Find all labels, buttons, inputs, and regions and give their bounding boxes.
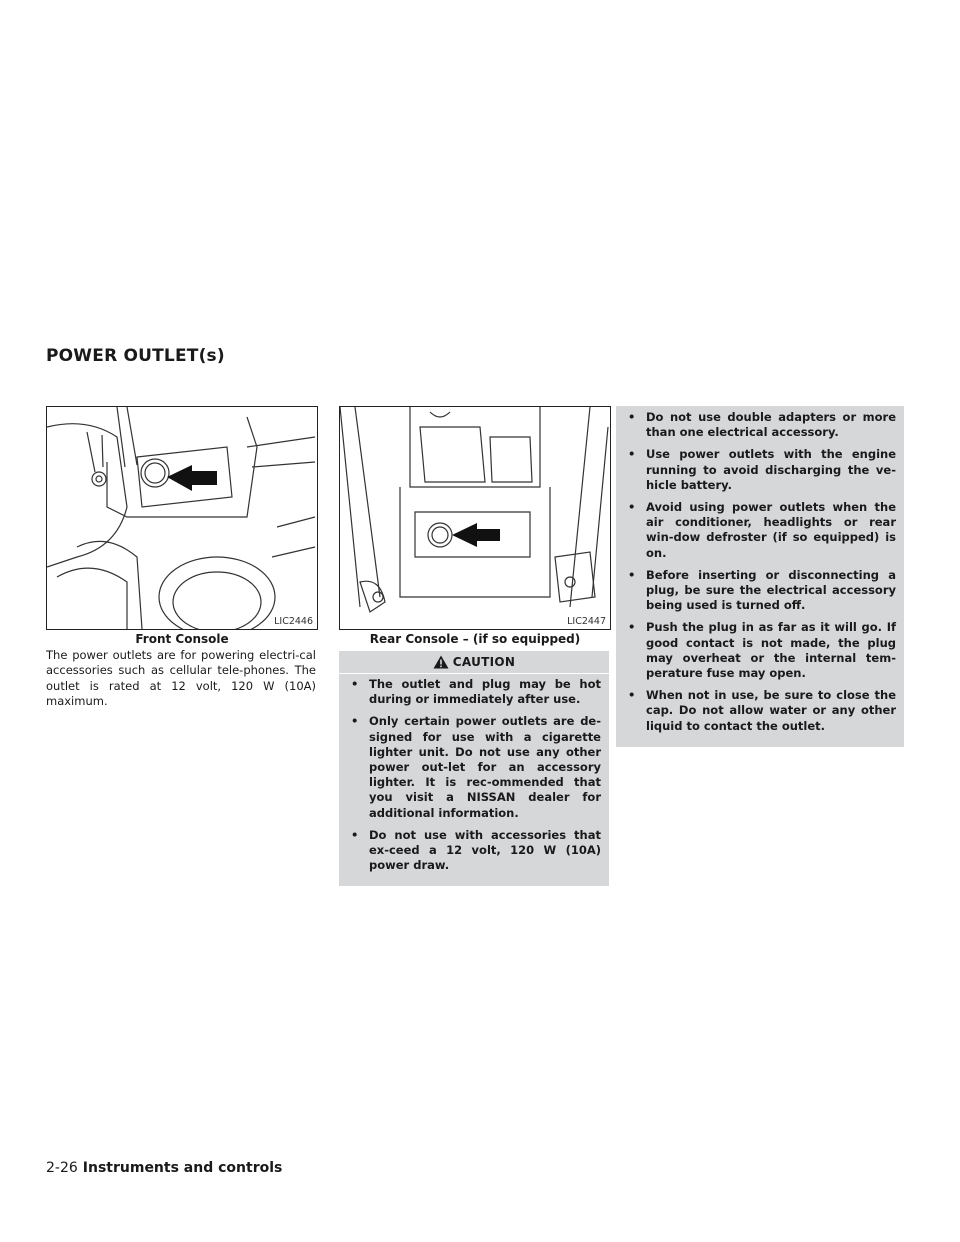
figure-caption-rear: Rear Console – (if so equipped)	[369, 632, 581, 646]
caution-item: • Do not use with accessories that ex-ceed a 12 volt, 120 W (10A) power draw.	[347, 828, 601, 874]
caution-item: • Push the plug in as far as it will go. If good contact is not made, the plug may overheat or the internal tem-perature fuse may open.	[624, 620, 896, 681]
page-number: 2-26	[46, 1160, 78, 1176]
caution-item: • Before inserting or disconnecting a plug, be sure the electrical accessory being used is turned off.	[624, 568, 896, 614]
arrow-icon	[167, 465, 217, 491]
figure-code: LIC2446	[274, 616, 313, 627]
rear-console-illustration	[340, 407, 610, 629]
warning-icon	[433, 655, 449, 669]
page-footer	[46, 1160, 282, 1176]
body-paragraph: The power outlets are for powering electri-cal accessories such as cellular tele-phones. The outlet is rated at 12 volt, 120 W (10A) maximum.	[46, 648, 316, 709]
figure-caption-front: Front Console	[135, 632, 229, 646]
caution-item: • When not in use, be sure to close the cap. Do not allow water or any other liquid to contact the outlet.	[624, 688, 896, 734]
caution-list	[339, 674, 609, 873]
footer-section-title: Instruments and controls	[82, 1160, 283, 1176]
caution-item: • Only certain power outlets are de-signed for use with a cigarette lighter unit. Do not use any other power out-let for an accessory lighter. It is rec-ommended that you visit a NISSAN dealer for additional information.	[347, 714, 601, 820]
front-console-illustration	[47, 407, 317, 629]
caution-item: • Use power outlets with the engine running to avoid discharging the ve-hicle battery.	[624, 447, 896, 493]
caution-continued-box	[616, 406, 904, 747]
caution-item: • The outlet and plug may be hot during or immediately after use.	[347, 677, 601, 707]
caution-item: • Avoid using power outlets when the air conditioner, headlights or rear win-dow defroster (if so equipped) is on.	[624, 500, 896, 561]
rear-console-figure	[339, 406, 611, 630]
front-console-figure	[46, 406, 318, 630]
figure-code: LIC2447	[567, 616, 606, 627]
caution-item: • Do not use double adapters or more than one electrical accessory.	[624, 410, 896, 440]
caution-box	[339, 651, 609, 886]
section-title: POWER OUTLET(s)	[46, 346, 225, 366]
arrow-icon	[452, 523, 500, 547]
caution-heading: CAUTION	[339, 651, 609, 674]
caution-continued-list	[616, 407, 904, 734]
